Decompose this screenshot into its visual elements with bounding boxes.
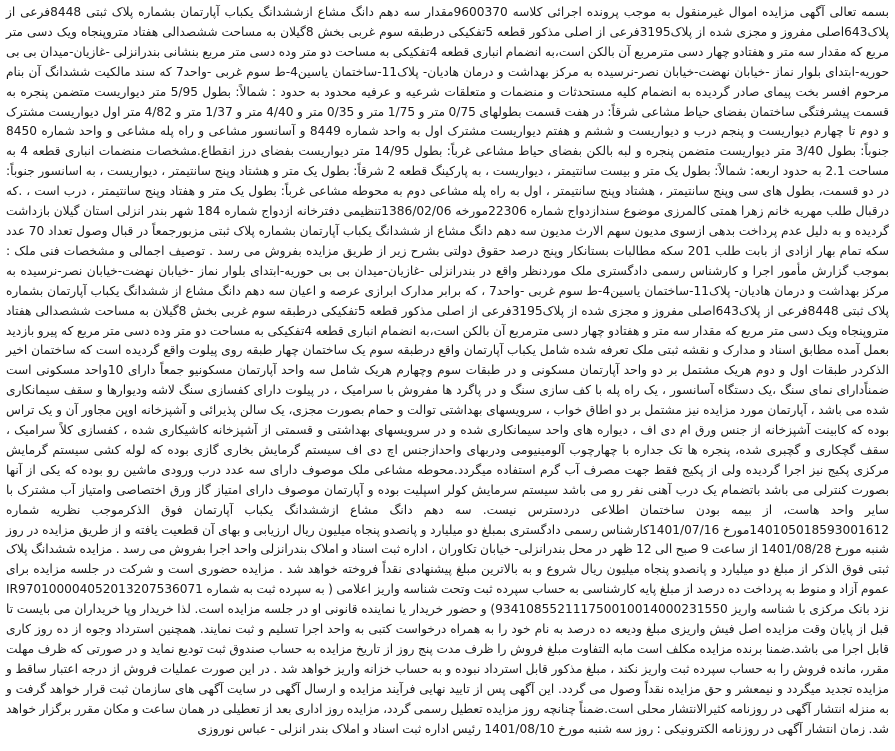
auction-notice-text: بسمه تعالی آگهی مزایده اموال غیرمنقول به موجب پرونده اجرائی کلاسه 9600370مقدار سه دهم دانگ مشاع ازششدانگ یکباب آپارتمان بشماره پلاک ثبتی 8448فرعی از پلاک643اصلی مفروز و مجزی شده از پلاک3195فرعی از اصلی مذکور قطعه 5تفکیکی درطبقه سوم غربی بخش 8گیلان به مساحت ششصدالی هفتاد متروپنجاه ویک دسی متر مربع که مقدار سه متر و هفتادو چهار دسی مترمربع آن بالکن است،به انضمام انباری قطعه 4تفکیکی به مساحت دو متر وده دسی متر مربع بنشانی بندرانزلی -غازیان-میدان بی بی حوریه-ابتدای بلوار نماز -خیابان نهضت-خیابان نصر-نرسیده به مرکز بهداشت و درمان هادیان- پلاک11-ساختمان یاسین4-ط سوم غربی -واحد7 که سند مالکیت ششدانگ آن بنام مرحوم افسر بخت پیمای صادر گردیده به انضمام کلیه مستحدثات و منضمات و متعلقات شرعیه و عرفیه محدود به حدود : شمالاً: بطول 5/95 متر دیواریست متضمن پنجره به قسمت پیشرفتگی ساختمان بفضای حیاط مشاعی شرقاً: در هفت قسمت بطولهای 0/75 متر و 1/75 متر و 0/35 متر و 4/40 متر و 1/37 متر و 4/82 متر اول دیواریست مشترک و دوم تا چهارم دیواریست و پنجم درب و دیواریست و ششم و هفتم دیواریست مشترک اول به واحد شماره 8449 و آسانسور مشاعی و راه پله مشاعی و واحد شماره 8450 جنوباً: بطول 3/40 متر دیواریست متضمن پنجره و لبه بالکن بفضای حیاط مشاعی غرباً: بطول 14/95 متر دیواریست بفضای درز انقطاع.مشخصات منضمات انباری قطعه 4 به مساحت 2.1 به حدود اربعه: شمالاً: بطول یک متر و بیست سانتیمتر ، دیواریست ، به پارکینگ قطعه 2 شرقاً: بطول یک متر و هشتاد وپنج سانتیمتر ، دیواریست ، به اسانسور جنوباً: در دو قسمت، بطول های سی وپنج سانتیمتر ، هشتاد وپنج سانتیمتر ، اول به راه پله مشاعی دوم به محوطه مشاعی غرباً: بطول یک متر و هفتاد وپنج سانتیمتر ، درب است ، .که درقبال طلب مهریه خانم زهرا همتی کالمرزی موضوع سندازدواج شماره 22306مورخه 1386/02/06تنظیمی دفترخانه ازدواج شماره 184 شهر بندر انزلی استان گیلان بازداشت گردیده و به دلیل عدم پرداخت بدهی ازسوی مدیون سهم الارث مدیون سه دهم دانگ مشاع از ششدانگ یکباب آپارتمان بشماره پلاک ثبتی مزبورجمعاً در قبال وصول تعداد 70 عدد سکه تمام بهار ازادی از بابت طلب 201 سکه مطالبات بستانکار وپنج درصد حقوق دولتی بشرح زیر از طریق مزایده بفروش می رسد . توصیف اجمالی و مشخصات فنی ملک : بموجب گزارش مأمور اجرا و کارشناس رسمی دادگستری ملک موردنظر واقع در بندرانزلی -غازیان-میدان بی بی حوریه-ابتدای بلوار نماز -خیابان نهضت-خیابان نصر-نرسیده به مرکز بهداشت و درمان هادیان- پلاک11-ساختمان یاسین4-ط سوم غربی -واحد7 ، که برابر مدارک ابرازی عرصه و اعیان سه دهم دانگ مشاع از ششدانگ یکباب آپارتمان بشماره پلاک ثبتی 8448فرعی از پلاک643اصلی مفروز و مجزی شده از پلاک3195فرعی از اصلی مذکور قطعه 5تفکیکی درطبقه سوم غربی بخش 8گیلان به مساحت ششصدالی هفتاد متروپنجاه ویک دسی متر مربع که مقدار سه متر و هفتادو چهار دسی مترمربع آن بالکن است،به انضمام انباری قطعه 4تفکیکی به مساحت دو متر وده دسی متر مربع که پیرو بازدید بعمل آمده مطابق اسناد و مدارک و نقشه ثبتی ملک تعرفه شده شامل یکباب آپارتمان واقع درطبقه سوم یک ساختمان چهار طبقه روی پیلوت واقع گردیده است که ساختمان اخیر الذکردر طبقات اول و دوم هریک مشتمل بر دو واحد آپارتمان مسکونی و در طبقات سوم وچهارم هریک شامل سه واحد آپارتمان مسکونیو جمعاً دارای 10واحد مسکونی است ضمناًدارای نمای سنگ ،یک دستگاه آسانسور ، یک راه پله با کف سازی سنگ و در پاگرد ها مفروش با سرامیک ، در پیلوت دارای کفسازی سنگ لاشه ودیوارها و سقف سیمانکاری شده می باشد ، آپارتمان مورد مزایده نیز مشتمل بر دو اطاق خواب ، سرویسهای بهداشتی توالت و حمام بصورت مجزی، یک سالن پذیرائی و آشپزخانه اوپن مجاور آن و یک تراس بوده که کابینت آشپزخانه از جنس ورق ام دی اف ، دیواره های واحد سیمانکاری شده و در سرویسهای بهداشتی و قسمتی از آشپزخانه کاشیکاری شده ، کفسازی کلاً سرامیک ، سقف گچکاری و گچبری شده، پنجره ها تک جداره با چهارچوب آلومینیومی ودربهای واحدازجنس اچ دی اف سیستم گرمایش بخاری گازی بوده که لوله کشی سیستم گرمایش مرکزی پکیج نیز اجرا گردیده ولی از پکیج فقط جهت مصرف آب گرم استفاده میگردد.محوطه مشاعی ملک موصوف دارای سه عدد درب ورودی ماشین رو بوده که یکی از آنها بصورت کنترلی می باشد باتضمام یک درب آهنی نفر رو می باشد سیستم سرمایش کولر اسپلیت بوده و آپارتمان موصوف دارای امتیاز گاز ورق اختصاصی وامتیاز آب مشترک با سایر واحد هاست، از بیمه بودن ساختمان اطلاعی دردسترس نیست. سه دهم دانگ مشاع ازششدانگ یکباب آپارتمان فوق الذکرموجب نظریه شماره 140105018593001612مورخ 1401/07/16کارشناس رسمی دادگستری بمبلغ دو میلیارد و پانصدو پنجاه میلیون ریال ارزیابی و بهای آن قطعیت یافته و از طریق مزایده در روز شنبه مورخ 1401/08/28 از ساعت 9 صبح الی 12 ظهر در محل بندرانزلی- خیابان تکاوران ، اداره ثبت اسناد و املاک بندرانزلی واحد اجرا بفروش می رسد . مزایده ششدانگ پلاک ثبتی فوق الذکر از مبلغ دو میلیارد و پانصدو پنجاه میلیون ریال شروع و به بالاترین مبلغ پیشنهادی نقداً فروخته خواهد شد . مزایده حضوری است و شرکت در جلسه مزایده برای عموم آزاد و منوط به پرداخت ده درصد از مبلغ پایه کارشناسی به حساب سپرده ثبت وتحت شناسه واریز اعلامی ( به سپرده ثبت به شماره IR970100004052013207536071 نزد بانک مرکزی با شناسه واریز 934108552111750010014000231550) و حضور خریدار یا نماینده قانونی او در جلسه مزایده است. لذا خریدار وپا خریداران می بایست تا قبل از پایان وقت مزایده اصل فیش واریزی مبلغ ودیعه ده درصد به نام خود را به همراه درخواست کتبی به واحد اجرا تسلیم و ثبت نمایند. همچنین استرداد وجوه از ده روز کاری قابل اجرا می باشد.ضمنا برنده مزایده مکلف است مابه التفاوت مبلغ فروش را ظرف مدت پنج روز از تاریخ مزایده به حساب صندوق ثبت تودیع نماید و در صورتی که ظرف مهلت مقرر، مانده فروش را به حساب سپرده ثبت واریز نکند ، مبلغ مذکور قابل استرداد نبوده و به حساب خزانه واریز خواهد شد . در این صورت عملیات فروش از درجه اعتبار ساقط و مزایده تجدید میگردد و نیمعشر و حق مزایده نقداً وصول می گردد. این آگهی پس از تایید نهایی فرآیند مزایده و ارسال آگهی در سایت آگهی های سازمان ثبت قرار خواهد گرفت و به منزله انتشار آگهی در روزنامه کثیرالانتشار محلی است.ضمناً چنانچه روز مزایده تعطیل رسمی گردد، مزایده روز اداری بعد از تعطیلی در همان ساعت و مکان مقرر برگزار خواهد شد. زمان انتشار آگهی در روزنامه الکترونیکی : روز سه شنبه مورخ 1401/08/10 رئیس اداره ثبت اسناد و املاک بندر انزلی - عباس نوروزی [5, 5, 890, 736]
